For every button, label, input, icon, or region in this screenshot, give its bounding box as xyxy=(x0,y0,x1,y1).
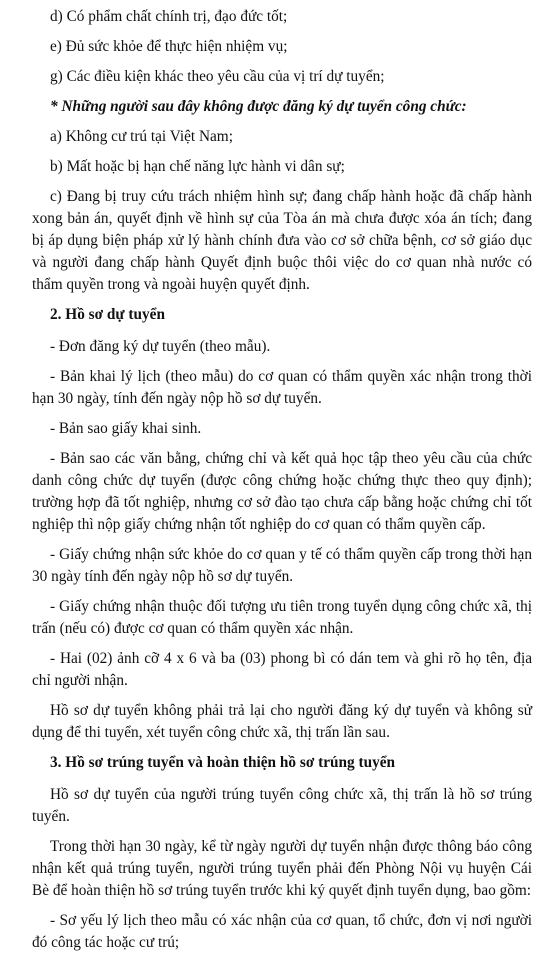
section-2-paragraph: - Giấy chứng nhận thuộc đối tượng ưu tiên trong tuyển dụng công chức xã, thị trấn (nếu có) được cơ quan có thẩm quyền xác nhận. xyxy=(32,598,532,637)
ineligible-item-b: b) Mất hoặc bị hạn chế năng lực hành vi dân sự; xyxy=(50,158,345,175)
condition-d: d) Có phẩm chất chính trị, đạo đức tốt; xyxy=(50,8,288,25)
section-2-paragraph: Hồ sơ dự tuyển không phải trả lại cho người đăng ký dự tuyển và không sử dụng để thi tuyển, xét tuyển công chức xã, thị trấn lần sau. xyxy=(32,702,532,741)
section-2-paragraph: - Hai (02) ảnh cỡ 4 x 6 và ba (03) phong bì có dán tem và ghi rõ họ tên, địa chỉ người nhận. xyxy=(32,650,532,689)
section-2-paragraph: - Đơn đăng ký dự tuyển (theo mẫu). xyxy=(50,338,271,355)
section-3-heading: 3. Hồ sơ trúng tuyển và hoàn thiện hồ sơ trúng tuyển xyxy=(50,754,396,771)
section-2-paragraph: - Bản sao giấy khai sinh. xyxy=(50,420,202,437)
condition-e: e) Đủ sức khỏe để thực hiện nhiệm vụ; xyxy=(50,38,288,55)
ineligible-item-a: a) Không cư trú tại Việt Nam; xyxy=(50,128,233,145)
section-3-paragraph: Trong thời hạn 30 ngày, kể từ ngày người dự tuyển nhận được thông báo công nhận kết quả trúng tuyển, người trúng tuyển phải đến Phòng Nội vụ huyện Cái Bè để hoàn thiện hồ sơ trúng tuyển trước khi ký quyết định tuyển dụng, bao gồm: xyxy=(32,838,532,899)
section-2-paragraph: - Bản khai lý lịch (theo mẫu) do cơ quan có thẩm quyền xác nhận trong thời hạn 30 ngày, tính đến ngày nộp hồ sơ dự tuyển. xyxy=(32,368,532,407)
condition-g: g) Các điều kiện khác theo yêu cầu của vị trí dự tuyển; xyxy=(50,68,385,85)
section-3-paragraph: Hồ sơ dự tuyển của người trúng tuyển công chức xã, thị trấn là hồ sơ trúng tuyển. xyxy=(32,786,532,825)
section-2-paragraph: - Bản sao các văn bằng, chứng chỉ và kết quả học tập theo yêu cầu của chức danh công chức dự tuyển (được công chứng hoặc chứng thực theo quy định); trường hợp đã tốt nghiệp, nhưng cơ sở đào tạo chưa cấp bằng hoặc chứng chỉ tốt nghiệp thì nộp giấy chứng nhận tốt nghiệp do cơ quan có thẩm quyền cấp. xyxy=(32,450,532,533)
section-2-heading: 2. Hồ sơ dự tuyển xyxy=(50,306,165,323)
section-3-paragraph: - Sơ yếu lý lịch theo mẫu có xác nhận của cơ quan, tổ chức, đơn vị nơi người đó công tác hoặc cư trú; xyxy=(32,912,532,951)
ineligible-heading: * Những người sau đây không được đăng ký dự tuyển công chức: xyxy=(50,98,467,115)
section-2-paragraph: - Giấy chứng nhận sức khỏe do cơ quan y tế có thẩm quyền cấp trong thời hạn 30 ngày tính đến ngày nộp hồ sơ dự tuyển. xyxy=(32,546,532,585)
ineligible-item-c: c) Đang bị truy cứu trách nhiệm hình sự; đang chấp hành hoặc đã chấp hành xong bản án, quyết định về hình sự của Tòa án mà chưa được xóa án tích; đang bị áp dụng biện pháp xử lý hành chính đưa vào cơ sở chữa bệnh, cơ sở giáo dục và người đang chấp hành Quyết định buộc thôi việc do cơ quan nhà nước có thẩm quyền trong và ngoài huyện quyết định. xyxy=(32,188,532,293)
